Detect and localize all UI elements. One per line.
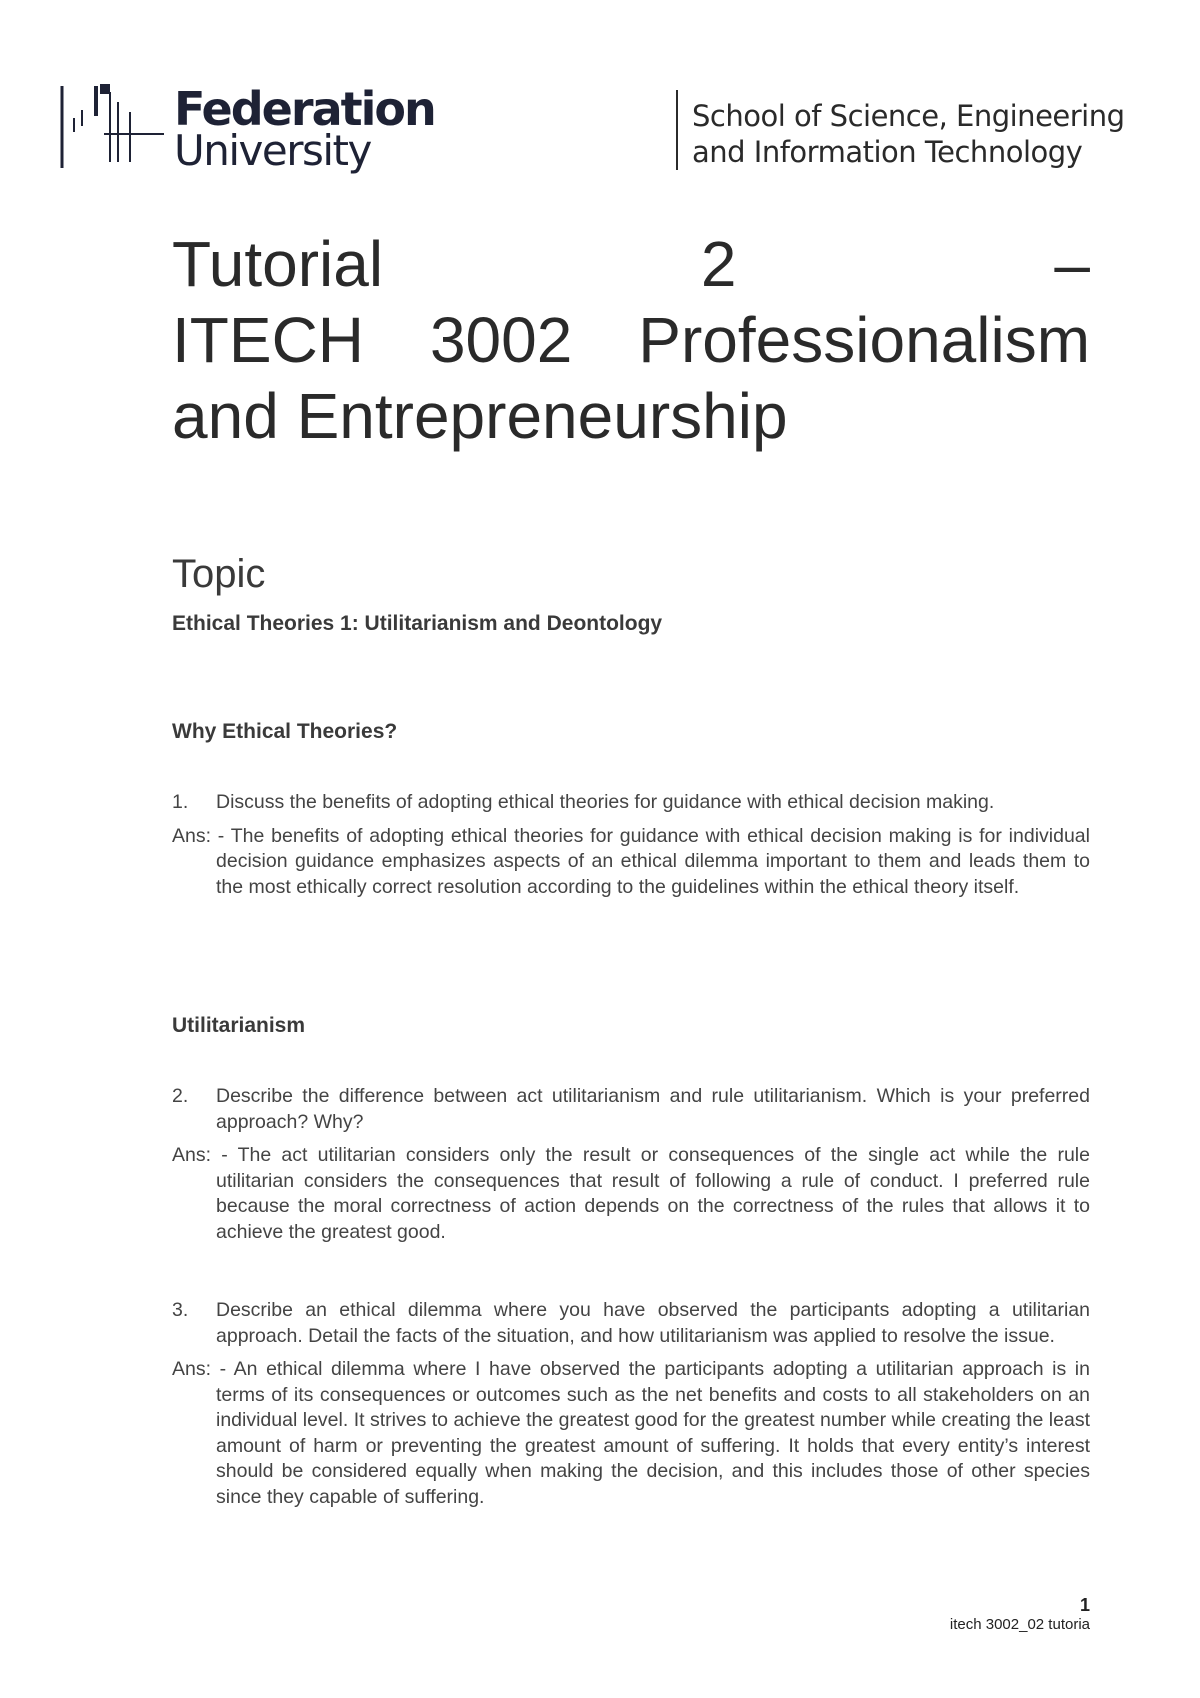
header-divider [676,90,678,170]
question-block-2 [172,1084,1090,1245]
page-number: 1 [1079,1595,1090,1615]
answer-text: Ans: - An ethical dilemma where I have observed the participants adopting a utilitarian approach is in terms of its consequences or outcomes such as the net benefits and costs to all stakeholders on an individual level. It strives to achieve the greatest good for the greatest number while creating the least amount of harm or preventing the greatest amount of suffering. It holds that every entity’s interest should be considered equally when making the decision, and this includes those of other species since they capable of suffering. [172,1358,1090,1508]
school-name [692,98,1125,170]
school-name-line-2: and Information Technology [692,135,1083,169]
footer-document-name: itech 3002_02 tutoria [949,1616,1090,1633]
question [172,790,1090,816]
title-line-3: and Entrepreneurship [172,380,788,452]
topic-subtitle: Ethical Theories 1: Utilitarianism and Deontology [172,612,663,635]
question [172,1084,1090,1135]
question-number: 3. [172,1299,189,1321]
question [172,1298,1090,1349]
answer-text: Ans: - The benefits of adopting ethical theories for guidance with ethical decision making is for individual decision guidance emphasizes aspects of an ethical dilemma important to them and leads them to the most ethically correct resolution according to the guidelines within the ethical theory itself. [172,824,1090,898]
question-text: Discuss the benefits of adopting ethical theories for guidance with ethical decision making. [216,791,995,813]
page-footer [950,1594,1090,1634]
title-word-professionalism: Professionalism [638,304,1090,376]
question-number: 1. [172,791,189,813]
question-number: 2. [172,1085,189,1107]
logo-line-1: Federation [174,82,435,136]
title-dash: – [1054,228,1090,300]
title-line-2 [172,302,1090,378]
section-heading-utilitarianism: Utilitarianism [172,1014,306,1037]
title-line-1 [172,226,1090,302]
question-block-3 [172,1298,1090,1510]
federation-university-logo [60,82,435,182]
logo-wordmark [174,82,435,175]
answer-text: Ans: - The act utilitarian considers only the result or consequences of the single act while the rule utilitarian considers the consequences that result of following a rule of conduct. I preferred rule because the moral correctness of action depends on the correctness of the rules that allows it to achieve the greatest good. [172,1144,1090,1243]
university-logo-mark-icon [60,82,170,172]
document-title [172,226,1090,454]
title-word-tutorial: Tutorial [172,228,384,300]
question-text: Describe an ethical dilemma where you have observed the participants adopting a utilitarian approach. Detail the facts of the situation, and how utilitarianism was applied to resolve the issue. [216,1299,1090,1347]
section-heading-why: Why Ethical Theories? [172,720,398,743]
question-text: Describe the difference between act utilitarianism and rule utilitarianism. Which is your preferred approach? Why? [216,1085,1090,1133]
title-word-code: 3002 [429,304,573,376]
question-block-1 [172,790,1090,900]
page-header [0,0,1200,200]
title-word-number: 2 [700,228,737,300]
school-name-line-1: School of Science, Engineering [692,99,1125,133]
title-word-itech: ITECH [172,304,364,376]
logo-line-2: University [174,126,371,175]
topic-heading: Topic [172,552,266,596]
